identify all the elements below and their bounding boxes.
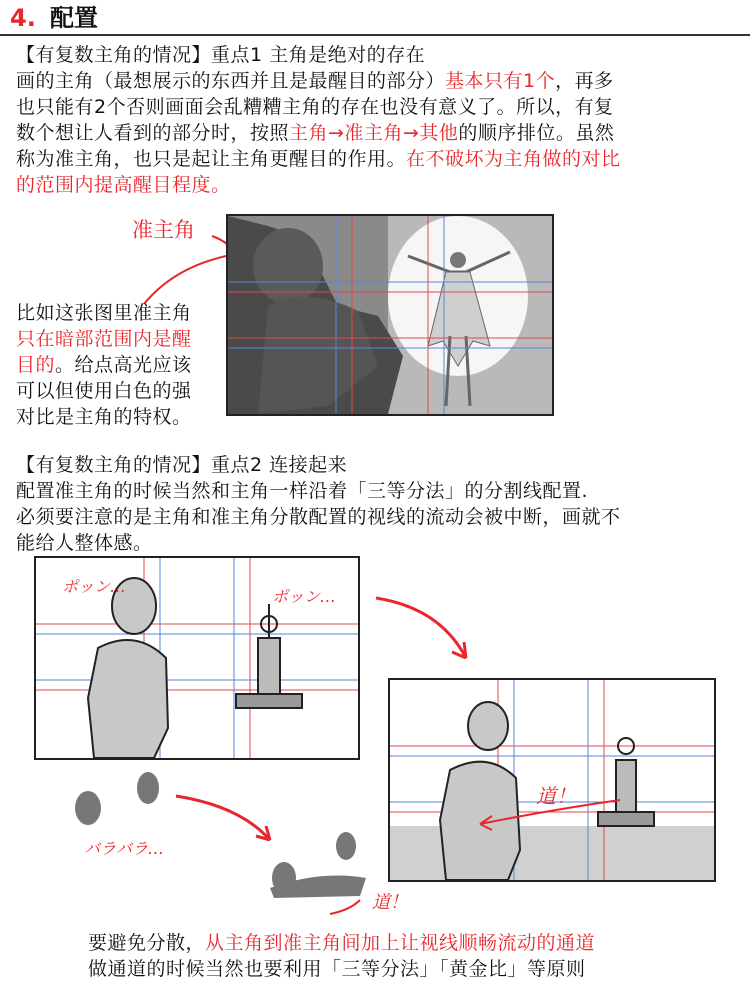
point2-line-3: 能给人整体感。 <box>16 532 153 554</box>
point1-line-4 <box>16 146 621 172</box>
text-segment: 在不破坏为主角做的对比 <box>406 148 621 170</box>
point2-line-2: 必须要注意的是主角和准主角分散配置的视线的流动会被中断，画就不 <box>16 506 621 528</box>
transition-arrow <box>370 588 480 668</box>
subhero-label: 准主角 <box>132 218 195 242</box>
figure1-illustration <box>228 216 552 414</box>
conclusion-line-1 <box>88 930 595 956</box>
text-segment: 对比是主角的特权。 <box>16 406 192 428</box>
text-segment: 比如这张图里准主角 <box>16 302 192 324</box>
sfx-road2: 道！ <box>372 892 408 913</box>
text-segment: ，再多 <box>555 70 614 92</box>
point1-line-3 <box>16 120 621 146</box>
text-segment: 基本只有1个 <box>445 70 556 92</box>
text-segment: 称为准主角，也只是起让主角更醒目的作用。 <box>16 148 407 170</box>
point1-line-1 <box>16 68 621 94</box>
header-divider <box>0 34 750 36</box>
text-segment: 画的主角（最想展示的东西并且是最醒目的部分） <box>16 70 446 92</box>
section-title: 配置 <box>50 4 98 32</box>
text-segment: 目的 <box>16 354 56 376</box>
point1-line-5 <box>16 172 621 198</box>
text-segment: 数个想让人看到的部分时，按照 <box>16 122 290 144</box>
caption-line-2 <box>16 326 192 352</box>
point1-line-2 <box>16 94 621 120</box>
sfx-scatter: バラバラ… <box>84 839 165 858</box>
figure1-panel <box>226 214 554 416</box>
conclusion-line-2: 做通道的时候当然也要利用「三等分法」「黄金比」等原则 <box>88 958 586 980</box>
point2-heading: 【有复数主角的情况】重点2 连接起来 <box>16 454 348 476</box>
text-segment: 的顺序排位。虽然 <box>458 122 615 144</box>
sfx-left: ポッン… <box>62 577 127 596</box>
caption-line-5 <box>16 404 192 430</box>
text-segment: 的范围内提高醒目程度。 <box>16 174 231 196</box>
section-header <box>0 0 750 38</box>
figure1-caption <box>16 300 192 430</box>
caption-line-1 <box>16 300 192 326</box>
caption-line-4 <box>16 378 192 404</box>
sfx-right: ポッン… <box>272 587 337 606</box>
text-segment: 只在暗部范围内是醒 <box>16 328 192 350</box>
sfx-road: 道！ <box>536 784 576 808</box>
section-number: 4. <box>10 4 36 32</box>
text-segment: 。给点高光应该 <box>55 354 192 376</box>
text-segment: 也只能有2个否则画面会乱糟糟主角的存在也没有意义了。所以，有复 <box>16 96 614 118</box>
text-segment: 要避免分散， <box>88 932 206 954</box>
point1-paragraph <box>16 68 621 198</box>
point2-line-1: 配置准主角的时候当然和主角一样沿着「三等分法」的分割线配置. <box>16 480 589 502</box>
text-segment: 主角→准主角→其他 <box>289 122 459 144</box>
text-segment: 从主角到准主角间加上让视线顺畅流动的通道 <box>205 932 596 954</box>
point1-heading: 【有复数主角的情况】重点1 主角是绝对的存在 <box>16 44 426 66</box>
text-segment: 可以但使用白色的强 <box>16 380 192 402</box>
caption-line-3 <box>16 352 192 378</box>
